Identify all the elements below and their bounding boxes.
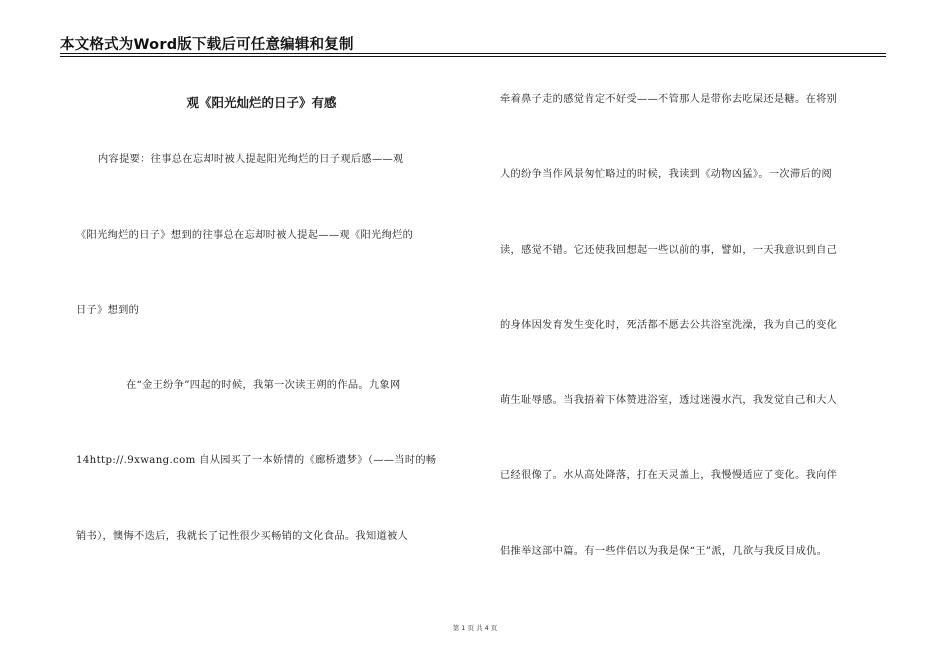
paragraph-line: 日子》想到的 (76, 305, 140, 316)
paragraph-line: 销书），懊悔不迭后，我就长了记性很少买畅销的文化食品。我知道被人 (76, 531, 409, 542)
page-number-indicator: 第 1 页 共 4 页 (452, 624, 498, 632)
paragraph-line: 人的纷争当作风景匆忙略过的时候，我读到《动物凶猛》。一次滞后的阅 (500, 169, 833, 180)
paragraph-line: 已经很像了。水从高处降落，打在天灵盖上，我慢慢适应了变化。我向伴 (500, 470, 838, 481)
paragraph-line: 14http://.9xwang.com 自从园买了一本娇情的《廊桥遗梦》（——当时的畅 (76, 455, 437, 466)
paragraph-line: 侣推举这部中篇。有一些伴侣以为我是保“王”派，几欲与我反目成仇。 (500, 546, 828, 557)
paragraph-line: 《阳光绚烂的日子》想到的往事总在忘却时被人提起——观《阳光绚烂的 (76, 230, 414, 241)
paragraph-line: 内容提要：往事总在忘却时被人提起阳光绚烂的日子观后感——观 (98, 154, 404, 165)
header-rule-top (60, 53, 886, 54)
header-rule-bottom (60, 56, 886, 57)
paragraph-line: 的身体因发育发生变化时，死活都不愿去公共浴室洗澡，我为自己的变化 (500, 320, 838, 331)
paragraph-line: 读，感觉不错。它还使我回想起一些以前的事，譬如，一天我意识到自己 (500, 245, 838, 256)
paragraph-line: 萌生耻辱感。当我捂着下体赞进浴室，透过迷漫水汽，我发觉自己和大人 (500, 395, 838, 406)
paragraph-line: 牵着鼻子走的感觉肯定不好受——不管那人是带你去吃屎还是糖。在将别 (500, 94, 838, 105)
document-title: 观《阳光灿烂的日子》有感 (186, 95, 337, 110)
paragraph-line: 在“金王纷争”四起的时候，我第一次读王朔的作品。九象网 (126, 380, 401, 391)
document-header-banner: 本文格式为Word版下载后可任意编辑和复制 (60, 37, 354, 53)
